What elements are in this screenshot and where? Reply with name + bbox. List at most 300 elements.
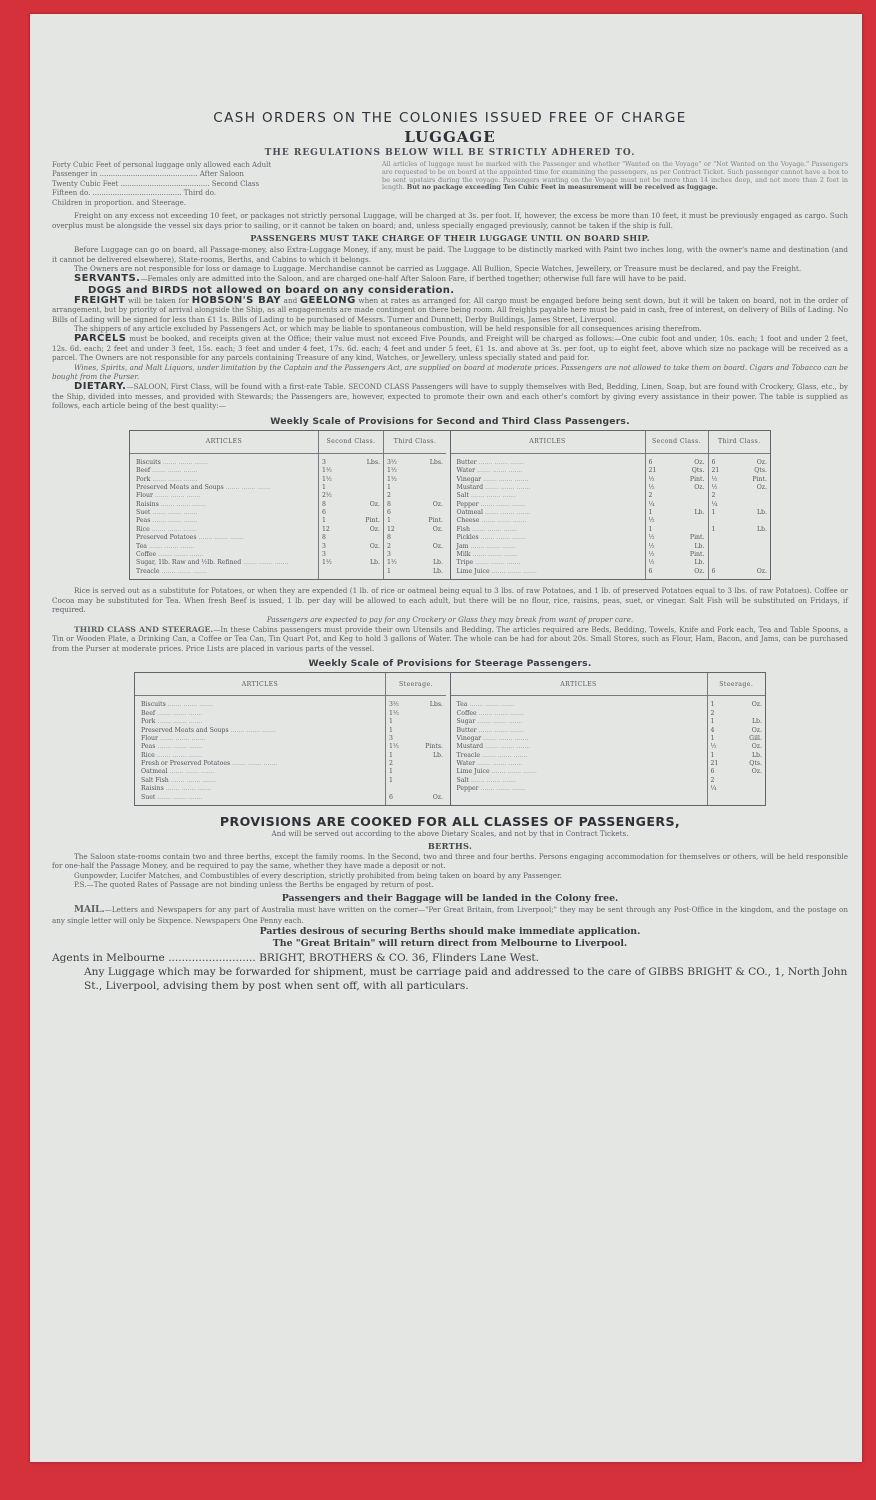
- quantity-unit: Qts.: [749, 760, 762, 768]
- leader-dots: ....... ....... .......: [479, 517, 527, 525]
- charge-text-1: Before Luggage can go on board, all Passage-money, also Extra-Luggage Money, if any, must be paid. The Luggage to be distinctly marked with Paint two inches long, with the owner's name and destination (and it cannot be delivered elsewhere), State-rooms, Berths, and Cabins to which it belongs.: [52, 245, 848, 264]
- quantity-cell: [646, 467, 708, 475]
- third-class-header: Third Class.: [384, 431, 446, 454]
- table1-right-third: [708, 431, 771, 579]
- mail-paragraph: [52, 905, 848, 925]
- quantity-value: ½: [711, 475, 718, 483]
- quantity-value: 1½: [387, 475, 397, 483]
- quantity-unit: Lb.: [694, 542, 705, 550]
- quantity-value: 2: [387, 492, 391, 500]
- quantity-value: ¼: [710, 785, 717, 793]
- quantity-cell: [709, 484, 771, 492]
- quantity-cell: [384, 559, 446, 567]
- article-name: [451, 710, 707, 718]
- quantity-value: 8: [322, 500, 326, 508]
- quantity-unit: Oz.: [756, 483, 767, 491]
- quantity-unit: Oz.: [756, 567, 767, 575]
- article-label: Raisins: [141, 785, 164, 793]
- quantity-cell: [646, 551, 708, 559]
- leader-dots: ....... ....... .......: [155, 709, 203, 717]
- article-label: Water: [456, 760, 476, 768]
- quantity-cell: [319, 476, 383, 484]
- quantity-cell: [709, 559, 771, 567]
- leader-dots: ....... ....... .......: [167, 768, 215, 776]
- quantity-unit: Lb.: [751, 751, 762, 759]
- article-name: [130, 526, 318, 534]
- quantity-cell: [386, 768, 446, 776]
- article-name: [451, 459, 645, 467]
- provisions-sub: And will be served out according to the above Dietary Scales, and not by that in Contract Tickets.: [271, 829, 629, 839]
- leader-dots: ....... ....... .......: [155, 718, 203, 726]
- article-name: [130, 543, 318, 551]
- quantity-value: 6: [710, 768, 715, 776]
- quantity-unit: Oz.: [751, 768, 762, 776]
- quantity-value: 1½: [322, 475, 332, 483]
- leader-dots: ....... ....... .......: [147, 542, 195, 550]
- ps-text: P.S.—The quoted Rates of Passage are not binding unless the Berths be engaged by return of post.: [74, 880, 434, 890]
- return-notice: The "Great Britain" will return direct from Melbourne to Liverpool.: [272, 938, 628, 950]
- quantity-cell: [386, 760, 446, 768]
- article-name: [130, 484, 318, 492]
- quantity-value: ½: [710, 743, 717, 751]
- leader-dots: ....... ....... .......: [475, 760, 523, 768]
- quantity-cell: [384, 509, 446, 517]
- article-name: [451, 484, 645, 492]
- quantity-unit: Pint.: [428, 517, 443, 525]
- quantity-cell: [708, 727, 766, 735]
- quantity-cell: [646, 501, 708, 509]
- article-label: Beef: [136, 467, 151, 475]
- article-label: Milk: [456, 551, 471, 559]
- article-label: Sugar: [456, 718, 476, 726]
- article-label: Mustard: [456, 483, 484, 491]
- quantity-cell: [386, 794, 446, 802]
- quantity-cell: [709, 526, 771, 534]
- quantity-unit: Pint.: [689, 475, 705, 483]
- quantity-cell: [386, 727, 446, 735]
- third-class-label: THIRD CLASS AND STEERAGE.: [74, 624, 214, 634]
- quantity-unit: Oz.: [694, 458, 705, 466]
- article-name: [130, 476, 318, 484]
- quantity-unit: Lb.: [756, 509, 767, 517]
- leader-dots: ....... ....... .......: [467, 701, 515, 709]
- quantity-cell: [709, 492, 771, 500]
- table1-left-third: [383, 431, 446, 579]
- leader-dots: ....... ....... .......: [470, 551, 518, 559]
- article-name: [451, 718, 707, 726]
- leader-dots: ....... ....... .......: [158, 500, 207, 508]
- quantity-cell: [709, 459, 771, 467]
- third-class-list: [709, 454, 771, 579]
- quantity-cell: [386, 735, 446, 743]
- article-name: [451, 467, 645, 475]
- article-label: Salt: [456, 776, 469, 784]
- quantity-cell: [384, 543, 446, 551]
- quantity-cell: [709, 476, 771, 484]
- article-name: [451, 743, 707, 751]
- quantity-cell: [384, 568, 446, 576]
- article-name: [135, 735, 385, 743]
- leader-dots: ....... ....... .......: [150, 467, 198, 475]
- leader-dots: ....... ....... .......: [168, 776, 217, 784]
- leader-dots: ....... ....... .......: [156, 551, 204, 559]
- quantity-value: 2: [387, 542, 391, 550]
- leader-dots: ....... ....... .......: [483, 483, 531, 491]
- provisions-cooked-heading: PROVISIONS ARE COOKED FOR ALL CLASSES OF PASSENGERS,: [219, 814, 681, 830]
- parties-notice: Parties desirous of securing Berths should make immediate application.: [259, 926, 641, 938]
- quantity-unit: Oz.: [369, 542, 380, 550]
- table2-left-steerage: [385, 673, 446, 805]
- mail-text: —Letters and Newspapers for any part of Australia must have written on the corner—"Per Great Britain, from Liverpool;" they may be sent through any Post-Office in the kingdom, and the postage on any single letter will only be Sixpence. Newspapers One Penny each.: [52, 905, 848, 925]
- article-name: [451, 501, 645, 509]
- leader-dots: ....... ....... .......: [228, 726, 276, 734]
- quantity-cell: [708, 768, 766, 776]
- leader-dots: ....... ....... .......: [165, 701, 214, 709]
- article-label: Butter: [456, 726, 477, 734]
- article-name: [451, 785, 707, 793]
- article-label: Tripe: [456, 559, 474, 567]
- document-body: [52, 110, 848, 993]
- leader-dots: ....... ....... .......: [476, 726, 524, 734]
- article-name: [130, 559, 318, 567]
- steerage-header: Steerage.: [708, 673, 766, 696]
- article-name: [130, 509, 318, 517]
- leader-dots: ....... ....... .......: [475, 467, 523, 475]
- leader-dots: ....... ....... .......: [241, 559, 289, 567]
- quantity-cell: [319, 543, 383, 551]
- leader-dots: ....... ....... .......: [160, 458, 209, 466]
- leader-dots: ....... ....... .......: [155, 793, 203, 801]
- article-label: Treacle: [456, 751, 481, 759]
- article-name: [135, 718, 385, 726]
- leader-dots: ....... ....... .......: [223, 483, 271, 491]
- quantity-unit: Lb.: [432, 751, 443, 759]
- quantity-value: ½: [711, 483, 718, 491]
- article-name: [130, 467, 318, 475]
- quantity-cell: [319, 517, 383, 525]
- steerage-list: [386, 696, 446, 805]
- quantity-unit: Oz.: [751, 743, 762, 751]
- quantity-cell: [646, 517, 708, 525]
- quantity-value: 1: [711, 509, 716, 517]
- article-name: [451, 760, 707, 768]
- quantity-cell: [384, 484, 446, 492]
- article-name: [135, 710, 385, 718]
- article-name: [135, 701, 385, 709]
- quantity-value: 1: [322, 483, 326, 491]
- quantity-cell: [384, 492, 446, 500]
- quantity-value: 1: [387, 567, 391, 575]
- quantity-cell: [708, 735, 766, 743]
- article-label: Water: [456, 467, 476, 475]
- quantity-unit: Oz.: [432, 500, 443, 508]
- quantity-value: 6: [387, 509, 391, 517]
- article-label: Mustard: [456, 743, 484, 751]
- quantity-value: ½: [648, 517, 655, 525]
- article-name: [451, 543, 645, 551]
- article-name: [451, 517, 645, 525]
- table2-title: Weekly Scale of Provisions for Steerage Passengers.: [308, 658, 592, 670]
- article-label: Peas: [136, 517, 151, 525]
- regulations-heading: THE REGULATIONS BELOW WILL BE STRICTLY ADHERED TO.: [264, 148, 636, 158]
- luggage-note-body: All articles of luggage must be marked with the Passenger and whether "Wanted on the Voyage" or "Not Wanted on the Voyage." Passengers are requested to be on board at the appointed time for examining the passengers, as per Contract Ticket. Such passenger cannot have a box to be sent upstairs during the voyage. Passengers wanting on the Voyage must not be more than 14 inches deep, and not more than 2 feet in length.: [382, 160, 849, 192]
- third-class-paragraph: [52, 625, 848, 654]
- article-label: Pork: [141, 718, 156, 726]
- article-name: [451, 727, 707, 735]
- quantity-cell: [384, 526, 446, 534]
- article-label: Preserved Meats and Soups: [141, 726, 229, 734]
- quantity-value: 3: [389, 734, 393, 742]
- article-label: Biscuits: [141, 701, 166, 709]
- dietary-text: —SALOON, First Class, will be found with a first-rate Table. SECOND CLASS Passengers will have to supply themselves with Bed, Bedding, Linen, Soap, but are found with Crockery, Glass, etc., by the Ship, divided into messes, and provided with Stewards; the Passengers are, however, expected to promote their own and each other's comfort by giving every assistance in their power. The table is supplied as follows, each article being of the best quality:—: [52, 381, 848, 411]
- articles-header: ARTICLES: [135, 673, 385, 696]
- agents-dots: ..........................: [168, 952, 256, 965]
- article-name: [451, 509, 645, 517]
- leader-dots: ....... ....... .......: [489, 567, 537, 575]
- quantity-unit: Oz.: [432, 525, 443, 533]
- quantity-cell: [319, 534, 383, 542]
- wines-note: Wines, Spirits, and Malt Liquors, under limitation by the Captain and the Passengers Act, are supplied on board at moderate prices. Passengers are not allowed to take them on board. Cigars and Tobacco can be bought from the Purser.: [52, 362, 848, 382]
- article-label: Treacle: [136, 567, 160, 575]
- steerage-list: [708, 696, 766, 796]
- quantity-value: 12: [387, 525, 395, 533]
- quantity-unit: Pint.: [752, 475, 767, 483]
- table1-left-articles: [130, 431, 318, 579]
- article-name: [451, 526, 645, 534]
- quantity-unit: Pints.: [425, 743, 443, 751]
- quantity-value: 1: [648, 509, 653, 517]
- quantity-cell: [646, 526, 708, 534]
- quantity-unit: Qts.: [691, 467, 705, 475]
- leader-dots: ....... ....... .......: [150, 517, 198, 525]
- articles-list: [451, 696, 707, 796]
- quantity-cell: [708, 743, 766, 751]
- quantity-unit: Lb.: [751, 718, 762, 726]
- luggage-row: Twenty Cubic Feet ........................................ Second Class: [52, 179, 260, 188]
- article-name: [135, 785, 385, 793]
- dietary-label: DIETARY.: [74, 380, 127, 392]
- article-label: Tea: [136, 542, 147, 550]
- leader-dots: ....... ....... .......: [482, 509, 531, 517]
- article-label: Preserved Potatoes: [136, 534, 197, 542]
- quantity-value: 4: [710, 726, 715, 734]
- charge-text-2: The Owners are not responsible for loss or damage to Luggage. Merchandise cannot be carried as Luggage. All Bullion, Specie Watches, Jewellery, or Treasure must be declared, and pay the Freight.: [74, 264, 802, 274]
- table2-right-steerage: [707, 673, 766, 805]
- leader-dots: ....... ....... .......: [475, 718, 523, 726]
- dogs-birds-notice: DOGS and BIRDS not allowed on board on any consideration.: [88, 284, 455, 296]
- quantity-value: 6: [389, 793, 393, 801]
- article-label: Pepper: [456, 500, 479, 508]
- quantity-cell: [708, 785, 766, 793]
- articles-header: ARTICLES: [451, 431, 645, 454]
- second-class-header: Second Class.: [319, 431, 383, 454]
- article-label: Jam: [456, 542, 469, 550]
- quantity-cell: [319, 526, 383, 534]
- freight-paragraph: [52, 296, 848, 325]
- quantity-value: 1½: [387, 559, 397, 567]
- quantity-value: 3: [322, 542, 326, 550]
- leader-dots: ....... ....... .......: [481, 734, 529, 742]
- provisions-table-steerage: [134, 672, 766, 806]
- article-name: [135, 768, 385, 776]
- quantity-cell: [386, 718, 446, 726]
- article-name: [451, 559, 645, 567]
- quantity-value: 1: [710, 701, 715, 709]
- footer-luggage-notice: Any Luggage which may be forwarded for shipment, must be carriage paid and addressed to the care of GIBBS BRIGHT & CO., 1, North John St., Liverpool, advising them by post when sent off, with all particulars.: [84, 966, 848, 993]
- quantity-cell: [708, 710, 766, 718]
- quantity-cell: [319, 551, 383, 559]
- quantity-value: ½: [648, 475, 655, 483]
- quantity-unit: Lbs.: [429, 458, 443, 466]
- article-name: [451, 534, 645, 542]
- articles-list: [135, 696, 385, 805]
- quantity-unit: Pint.: [689, 551, 705, 559]
- article-name: [135, 760, 385, 768]
- second-class-list: [646, 454, 708, 579]
- article-label: Flour: [141, 734, 158, 742]
- quantity-value: 6: [322, 509, 326, 517]
- quantity-value: 2: [711, 492, 716, 500]
- quantity-value: ½: [648, 483, 655, 491]
- document-sheet: [30, 14, 862, 1462]
- quantity-value: 3½: [389, 701, 399, 709]
- steerage-header: Steerage.: [386, 673, 446, 696]
- quantity-value: ½: [648, 542, 655, 550]
- leader-dots: ....... ....... .......: [468, 542, 516, 550]
- article-name: [135, 777, 385, 785]
- article-label: Preserved Meats and Soups: [136, 483, 224, 491]
- article-label: Sugar, 1lb. Raw and ½lb. Refined: [136, 559, 242, 567]
- freight-and: and: [283, 295, 298, 305]
- quantity-unit: Oz.: [369, 525, 380, 533]
- agents-line: [52, 951, 848, 965]
- quantity-value: 1: [389, 776, 393, 784]
- leader-dots: ....... ....... .......: [230, 760, 278, 768]
- quantity-cell: [708, 718, 766, 726]
- luggage-row: Fifteen do. ........................................ Third do.: [52, 189, 217, 198]
- quantity-value: 6: [648, 458, 653, 466]
- articles-header: ARTICLES: [451, 673, 707, 696]
- article-label: Oatmeal: [456, 509, 483, 517]
- quantity-value: 1: [387, 483, 391, 491]
- charge-heading: PASSENGERS MUST TAKE CHARGE OF THEIR LUGGAGE UNTIL ON BOARD SHIP.: [250, 233, 650, 244]
- agents-name: BRIGHT, BROTHERS & CO. 36, Flinders Lane West.: [259, 952, 540, 965]
- quantity-unit: Oz.: [694, 567, 705, 575]
- quantity-cell: [709, 534, 771, 542]
- article-label: Flour: [136, 492, 153, 500]
- quantity-value: 1: [322, 517, 326, 525]
- quantity-cell: [709, 551, 771, 559]
- quantity-value: 21: [648, 467, 657, 475]
- quantity-cell: [384, 534, 446, 542]
- article-label: Salt Fish: [141, 776, 169, 784]
- article-name: [130, 492, 318, 500]
- article-name: [130, 459, 318, 467]
- quantity-cell: [646, 459, 708, 467]
- quantity-cell: [384, 476, 446, 484]
- luggage-note-bold: But no package exceeding Ten Cubic Feet in measurement will be received as luggage.: [406, 183, 718, 192]
- article-label: Beef: [141, 709, 156, 717]
- freight-text-2: The shippers of any article excluded by Passengers Act, or which may be liable to spontaneous combustion, will be held responsible for all consequences arising therefrom.: [74, 324, 702, 334]
- quantity-value: 8: [387, 500, 391, 508]
- article-label: Salt: [456, 492, 469, 500]
- table1-left-second: [318, 431, 383, 579]
- table1-right-second: [645, 431, 708, 579]
- quantity-value: 2½: [322, 492, 332, 500]
- table1-right-half: [450, 431, 771, 579]
- quantity-cell: [319, 484, 383, 492]
- leader-dots: ....... ....... .......: [149, 525, 197, 533]
- quantity-cell: [708, 701, 766, 709]
- quantity-value: 8: [387, 534, 391, 542]
- leader-dots: ....... ....... .......: [478, 534, 526, 542]
- article-name: [130, 551, 318, 559]
- table1-left-half: [130, 431, 450, 579]
- article-name: [130, 501, 318, 509]
- crockery-note: Passengers are expected to pay for any Crockery or Glass they may break from want of proper care.: [266, 614, 634, 624]
- article-label: Rice: [136, 525, 150, 533]
- article-label: Suet: [141, 793, 156, 801]
- quantity-cell: [386, 701, 446, 709]
- quantity-cell: [319, 568, 383, 576]
- quantity-value: 1: [710, 751, 715, 759]
- luggage-allowance-list: [52, 161, 374, 208]
- leader-dots: ....... ....... .......: [469, 525, 518, 533]
- quantity-value: 2: [389, 760, 393, 768]
- quantity-value: 3: [387, 551, 391, 559]
- leader-dots: ....... ....... .......: [473, 559, 521, 567]
- article-name: [451, 735, 707, 743]
- quantity-cell: [319, 492, 383, 500]
- second-class-header: Second Class.: [646, 431, 708, 454]
- article-name: [451, 752, 707, 760]
- quantity-value: 2: [710, 709, 715, 717]
- geelong: GEELONG: [299, 294, 356, 306]
- servants-paragraph: [52, 274, 848, 284]
- article-label: Vinegar: [456, 734, 482, 742]
- leader-dots: ....... ....... .......: [481, 475, 529, 483]
- quantity-cell: [319, 559, 383, 567]
- leader-dots: ....... ....... .......: [476, 709, 524, 717]
- quantity-value: 1: [389, 768, 393, 776]
- quantity-value: 6: [711, 567, 716, 575]
- leader-dots: ....... ....... .......: [196, 534, 244, 542]
- quantity-cell: [646, 492, 708, 500]
- leader-dots: ....... ....... .......: [483, 743, 531, 751]
- quantity-cell: [646, 559, 708, 567]
- article-name: [135, 794, 385, 802]
- luggage-row: Forty Cubic Feet of personal luggage only allowed each Adult: [52, 161, 272, 169]
- quantity-value: 12: [322, 525, 330, 533]
- cash-orders-heading: CASH ORDERS ON THE COLONIES ISSUED FREE OF CHARGE: [213, 110, 687, 126]
- article-name: [451, 476, 645, 484]
- quantity-cell: [646, 484, 708, 492]
- quantity-unit: Oz.: [751, 701, 762, 709]
- article-label: Butter: [456, 458, 477, 466]
- leader-dots: ....... ....... .......: [489, 768, 537, 776]
- table1-right-articles: [451, 431, 645, 579]
- articles-header: ARTICLES: [130, 431, 318, 454]
- quantity-unit: Qts.: [754, 467, 767, 475]
- quantity-value: 8: [322, 534, 326, 542]
- quantity-unit: Pint.: [689, 534, 705, 542]
- table2-right-half: [450, 673, 766, 805]
- article-name: [130, 517, 318, 525]
- article-label: Suet: [136, 509, 151, 517]
- quantity-cell: [646, 534, 708, 542]
- quantity-cell: [709, 543, 771, 551]
- article-name: [451, 768, 707, 776]
